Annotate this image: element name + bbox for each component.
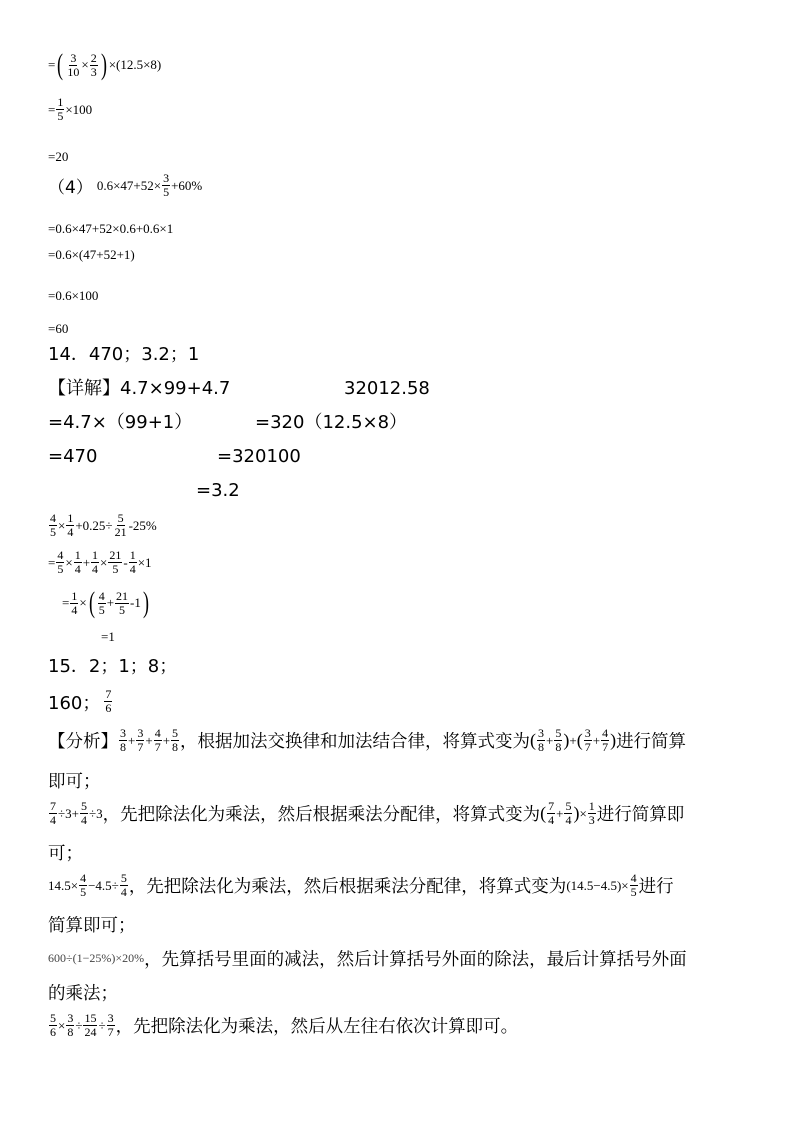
- denominator: 8: [538, 740, 545, 754]
- equals-sign: =: [48, 57, 56, 72]
- equals-sign: =: [62, 595, 70, 610]
- numerator: 4: [80, 871, 87, 885]
- numerator: 3: [137, 726, 144, 740]
- denominator: 21: [114, 525, 127, 539]
- q14-frac-expr: [48, 512, 157, 539]
- fraction: [564, 800, 572, 827]
- analysis-text: ，先把除法化为乘法，然后从左往右依次计算即可。: [115, 1017, 519, 1037]
- operator: ×: [58, 517, 66, 533]
- operator: -1: [130, 595, 141, 610]
- q15-analysis-line2: [48, 800, 684, 827]
- denominator: 4: [80, 813, 87, 827]
- numerator: 1: [129, 548, 136, 562]
- q13-line3: =20: [48, 149, 69, 164]
- left-paren: (: [57, 48, 64, 81]
- answer-text: 160；: [48, 692, 101, 714]
- numerator: 1: [588, 799, 595, 813]
- numerator: 4: [50, 511, 56, 525]
- part-label: （4）: [48, 178, 93, 198]
- numerator: 5: [80, 799, 87, 813]
- fraction: [537, 727, 545, 754]
- q13-line2: [48, 96, 92, 123]
- fraction: [56, 549, 64, 576]
- denominator: 6: [105, 701, 112, 715]
- analysis-text: 进行: [638, 877, 674, 897]
- analysis-text: 的乘法；: [48, 984, 118, 1004]
- denominator: 4: [74, 562, 81, 576]
- operator: ÷: [75, 1017, 83, 1033]
- numerator: 5: [117, 511, 124, 525]
- numerator: 4: [98, 588, 105, 603]
- left-paren: (: [530, 730, 537, 750]
- numerator: 7: [50, 799, 56, 813]
- numerator: 3: [163, 171, 170, 185]
- fraction: [630, 872, 638, 899]
- operator: ×: [100, 554, 108, 570]
- equals-sign: =: [48, 101, 56, 117]
- right-paren: ): [573, 803, 580, 823]
- denominator: 24: [84, 1025, 97, 1039]
- expression-text: 0.6×47+52×: [96, 177, 162, 193]
- q13-part4-step2: [48, 247, 135, 263]
- q15-analysis-line5: [48, 1012, 518, 1039]
- analysis-text: ，根据加法交换律和加法结合律，将算式变为: [180, 732, 531, 752]
- operator: ÷: [98, 1017, 106, 1033]
- equals-sign: =: [48, 554, 56, 570]
- operator: +: [162, 732, 171, 748]
- fraction: [154, 727, 162, 754]
- denominator: 4: [71, 602, 78, 617]
- operator: ×: [81, 57, 89, 72]
- numerator: 4: [57, 548, 64, 562]
- operator: -: [123, 554, 128, 570]
- q14-detail-label: 【详解】4.7×99+4.7: [48, 378, 231, 399]
- numerator: 3: [120, 726, 126, 740]
- operator: ÷3+: [58, 805, 79, 821]
- denominator: 3: [588, 813, 595, 827]
- denominator: 5: [163, 185, 170, 199]
- denominator: 5: [57, 562, 64, 576]
- right-paren: ): [610, 730, 617, 750]
- q15-answer-line2: [48, 688, 113, 715]
- denominator: 8: [120, 740, 126, 754]
- expression-text: ×(12.5×8): [108, 57, 162, 72]
- fraction: [108, 549, 122, 576]
- denominator: 7: [602, 740, 609, 754]
- denominator: 4: [548, 813, 555, 827]
- fraction: [554, 727, 562, 754]
- denominator: 4: [50, 813, 56, 827]
- fraction: [70, 590, 78, 617]
- analysis-text: 可；: [48, 844, 83, 864]
- denominator: 7: [137, 740, 144, 754]
- q14-col2-expr: 32012.58: [344, 378, 430, 399]
- denominator: 5: [50, 525, 56, 539]
- numerator: 3: [107, 1011, 114, 1025]
- operator: +: [546, 732, 554, 748]
- expression-text: ×100: [65, 101, 93, 117]
- fraction: [80, 800, 88, 827]
- operator: ×: [65, 554, 73, 570]
- operator: −4.5÷: [88, 877, 119, 893]
- fraction: [79, 872, 87, 899]
- fraction: [56, 96, 64, 123]
- operator: +: [556, 805, 564, 821]
- operator: +: [82, 554, 91, 570]
- numerator: 5: [50, 1011, 56, 1025]
- fraction: [66, 52, 80, 79]
- operator: ×: [579, 805, 587, 821]
- q13-part4-step1: =0.6×47+52×0.6+0.6×1: [48, 221, 174, 236]
- denominator: 10: [67, 64, 80, 79]
- q13-part4-step3: =0.6×100: [48, 288, 99, 303]
- numerator: 5: [555, 726, 562, 740]
- q14-step1-right: =320（12.5×8）: [255, 412, 408, 433]
- q15-analysis-line1-cont: [48, 768, 101, 793]
- fraction: [98, 590, 106, 617]
- left-paren: (: [88, 586, 95, 619]
- operator: +: [145, 732, 153, 748]
- expression-text: (14.5−4.5)×: [566, 877, 629, 893]
- left-paren: (: [540, 803, 547, 823]
- operator: -25%: [128, 517, 157, 533]
- numerator: 4: [630, 871, 637, 885]
- q15-analysis-line4: [48, 946, 687, 971]
- fraction: [49, 1012, 57, 1039]
- q13-part4-header: [48, 172, 202, 199]
- denominator: 5: [119, 602, 126, 617]
- denominator: 4: [120, 885, 127, 899]
- numerator: 1: [71, 588, 78, 603]
- fraction: [547, 800, 555, 827]
- q13-part4-step4: =60: [48, 321, 69, 336]
- denominator: 5: [57, 109, 64, 123]
- denominator: 8: [172, 740, 179, 754]
- operator: ×1: [137, 554, 152, 570]
- analysis-label: 【分析】: [48, 732, 118, 752]
- expression-text: 14.5×: [48, 877, 79, 893]
- fraction: [119, 727, 127, 754]
- analysis-text: 进行简算: [616, 732, 687, 752]
- denominator: 5: [80, 885, 87, 899]
- fraction: [66, 512, 74, 539]
- numerator: 5: [172, 726, 179, 740]
- fraction: [588, 800, 596, 827]
- q15-analysis-line3-cont: [48, 912, 136, 937]
- expression-text: =0.6×(47+52+1): [48, 247, 135, 262]
- q13-line1: [48, 50, 161, 80]
- q14-frac-step2: [62, 588, 151, 618]
- fraction: [584, 727, 592, 754]
- expression-text: +60%: [171, 177, 203, 193]
- denominator: 8: [555, 740, 562, 754]
- analysis-text: 简算即可；: [48, 916, 136, 936]
- operator: +0.25÷: [75, 517, 113, 533]
- denominator: 7: [107, 1025, 114, 1039]
- operator: ×: [79, 595, 87, 610]
- analysis-text: 即可；: [48, 772, 101, 792]
- denominator: 7: [154, 740, 161, 754]
- fraction: [66, 1012, 74, 1039]
- denominator: 5: [630, 885, 637, 899]
- q14-answer: 14．470；3.2；1: [48, 344, 200, 365]
- q15-analysis-line3: [48, 872, 674, 899]
- fraction: [120, 872, 128, 899]
- denominator: 5: [112, 562, 119, 576]
- right-paren: ): [142, 586, 149, 619]
- analysis-text: ，先把除法化为乘法，然后根据乘法分配律，将算式变为: [128, 877, 567, 897]
- fraction: [136, 727, 144, 754]
- q14-step2-left: =470: [48, 446, 98, 467]
- numerator: 5: [565, 799, 572, 813]
- left-paren: (: [576, 730, 583, 750]
- right-paren: ): [100, 48, 107, 81]
- fraction: [83, 1012, 97, 1039]
- denominator: 8: [67, 1025, 74, 1039]
- q15-analysis-line1: [48, 727, 686, 754]
- numerator: 21: [109, 548, 122, 562]
- fraction: [601, 727, 609, 754]
- operator: +: [106, 595, 115, 610]
- analysis-text: 进行简算即: [596, 805, 685, 825]
- denominator: 5: [98, 602, 105, 617]
- numerator: 4: [154, 726, 161, 740]
- numerator: 3: [538, 726, 545, 740]
- expression-text: 600÷(1−25%)×20%: [48, 951, 145, 965]
- denominator: 7: [584, 740, 591, 754]
- fraction: [114, 512, 128, 539]
- q14-step1-left: =4.7×（99+1）: [48, 412, 193, 433]
- analysis-text: ，先算括号里面的减法，然后计算括号外面的除法，最后计算括号外面: [144, 950, 687, 970]
- fraction: [49, 512, 57, 539]
- operator: +: [569, 732, 577, 748]
- q15-analysis-line4-cont: [48, 980, 118, 1005]
- fraction: [90, 52, 98, 79]
- operator: +: [128, 732, 136, 748]
- fraction: [129, 549, 137, 576]
- numerator: 7: [548, 799, 555, 813]
- q14-frac-step1: [48, 549, 152, 576]
- analysis-text: ，先把除法化为乘法，然后根据乘法分配律，将算式变为: [102, 805, 541, 825]
- fraction: [107, 1012, 115, 1039]
- fraction: [162, 172, 170, 199]
- numerator: 15: [84, 1011, 97, 1025]
- fraction: [49, 800, 57, 827]
- numerator: 1: [57, 95, 64, 109]
- fraction: [104, 688, 112, 715]
- numerator: 3: [67, 1011, 74, 1025]
- fraction: [171, 727, 179, 754]
- operator: ×: [58, 1017, 66, 1033]
- q15-answer-line1: 15．2；1；8；: [48, 656, 178, 677]
- numerator: 1: [92, 548, 99, 562]
- numerator: 3: [70, 50, 77, 65]
- numerator: 1: [74, 548, 81, 562]
- right-paren: ): [563, 730, 570, 750]
- operator: ÷3: [88, 805, 103, 821]
- denominator: 4: [67, 525, 74, 539]
- denominator: 4: [92, 562, 99, 576]
- fraction: [115, 590, 129, 617]
- numerator: 21: [116, 588, 129, 603]
- denominator: 4: [565, 813, 572, 827]
- numerator: 4: [602, 726, 609, 740]
- fraction: [74, 549, 82, 576]
- q14-frac-step3: =1: [101, 629, 115, 644]
- operator: +: [592, 732, 601, 748]
- denominator: 4: [129, 562, 136, 576]
- fraction: [91, 549, 99, 576]
- denominator: 6: [50, 1025, 56, 1039]
- q15-analysis-line2-cont: [48, 840, 83, 865]
- denominator: 3: [90, 64, 97, 79]
- numerator: 2: [90, 50, 97, 65]
- numerator: 1: [67, 511, 74, 525]
- q14-step3-right: =3.2: [196, 480, 240, 501]
- q14-step2-right: =320100: [217, 446, 301, 467]
- numerator: 5: [120, 871, 127, 885]
- numerator: 7: [105, 687, 112, 701]
- numerator: 3: [584, 726, 591, 740]
